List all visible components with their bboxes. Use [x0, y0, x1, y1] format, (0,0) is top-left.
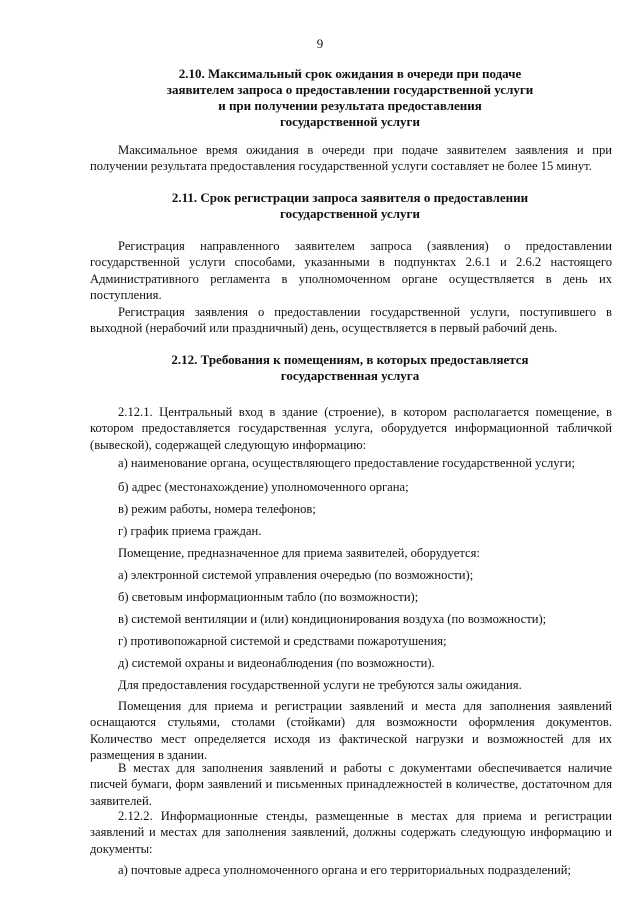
section-2-12-heading — [90, 352, 610, 384]
heading-line: государственной услуги — [280, 206, 420, 221]
list-item: а) электронной системой управления очередью (по возможности); — [118, 568, 474, 582]
section-2-10-heading — [90, 66, 610, 130]
section-2-10-paragraph: Максимальное время ожидания в очереди при подаче заявителем заявления и при получении результата предоставления государственной услуги составляет не более 15 минут. — [90, 143, 612, 174]
list-item: а) почтовые адреса уполномоченного органа и его территориальных подразделений; — [118, 863, 571, 877]
section-2-12-paragraph-3: Для предоставления государственной услуги не требуются залы ожидания. — [118, 678, 522, 692]
list-item: б) адрес (местонахождение) уполномоченного органа; — [118, 480, 409, 494]
heading-line: и при получении результата предоставления — [218, 98, 482, 113]
heading-line: государственной услуги — [280, 114, 420, 129]
section-2-12-paragraph-2: Помещение, предназначенное для приема заявителей, оборудуется: — [118, 546, 480, 560]
section-2-12-paragraph-1: 2.12.1. Центральный вход в здание (строение), в котором располагается помещение, в котором предоставляется государственная услуга, оборудуется информационной табличкой (вывеской), содержащей следующую информацию: — [90, 405, 612, 452]
section-2-12-paragraph-4: Помещения для приема и регистрации заявлений и места для заполнения заявлений оснащаются стульями, столами (стойками) для возможности оформления документов. Количество мест определяется исходя из фактической нагрузки и возможностей для их размещения в здании. — [90, 699, 612, 763]
list-item: в) режим работы, номера телефонов; — [118, 502, 316, 516]
section-2-12-paragraph-6: 2.12.2. Информационные стенды, размещенные в местах для приема и регистрации заявлений и местах для заполнения заявлений, должны содержать следующую информацию и документы: — [90, 809, 612, 856]
heading-line: государственная услуга — [280, 368, 420, 383]
heading-line: 2.12. Требования к помещениям, в которых предоставляется — [171, 352, 529, 367]
section-2-11-heading — [90, 190, 610, 222]
list-item: г) график приема граждан. — [118, 524, 262, 538]
heading-line: заявителем запроса о предоставлении государственной услуги — [166, 82, 534, 97]
list-item: в) системой вентиляции и (или) кондиционирования воздуха (по возможности); — [118, 612, 547, 626]
page-number: 9 — [316, 36, 324, 51]
section-2-12-paragraph-5: В местах для заполнения заявлений и работы с документами обеспечивается наличие писчей бумаги, форм заявлений и письменных принадлежностей в количестве, достаточном для заявителей. — [90, 761, 612, 808]
section-2-11-paragraph-1: Регистрация направленного заявителем запроса (заявления) о предоставлении государственной услуги способами, указанными в подпунктах 2.6.1 и 2.6.2 настоящего Административного регламента в уполномоченном органе осуществляется в день их поступления. — [90, 239, 612, 303]
list-item: д) системой охраны и видеонаблюдения (по возможности). — [118, 656, 435, 670]
list-item: б) световым информационным табло (по возможности); — [118, 590, 419, 604]
list-item: г) противопожарной системой и средствами пожаротушения; — [118, 634, 447, 648]
list-item: а) наименование органа, осуществляющего предоставление государственной услуги; — [118, 456, 575, 470]
section-2-11-paragraph-2: Регистрация заявления о предоставлении государственной услуги, поступившего в выходной (нерабочий или праздничный) день, осуществляется в первый рабочий день. — [90, 305, 612, 336]
heading-line: 2.10. Максимальный срок ожидания в очереди при подаче — [178, 66, 522, 81]
heading-line: 2.11. Срок регистрации запроса заявителя о предоставлении — [171, 190, 529, 205]
